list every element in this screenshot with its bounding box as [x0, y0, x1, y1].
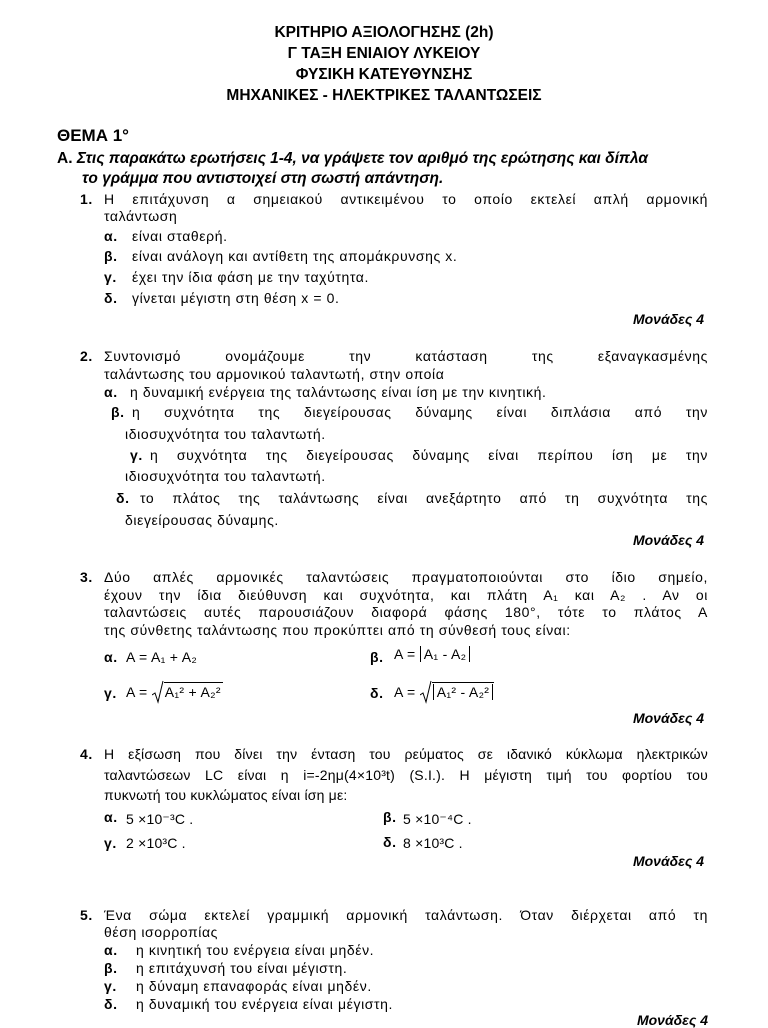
- q4-option-d-letter: δ.: [383, 834, 397, 850]
- q5-text-line2: θέση ισορροπίας: [104, 924, 219, 940]
- instruction-letter: Α.: [57, 150, 73, 167]
- header-grade: Γ ΤΑΞΗ ΕΝΙΑΙΟΥ ΛΥΚΕΙΟΥ: [287, 45, 481, 62]
- q3-option-a-letter: α.: [104, 649, 118, 665]
- sqrt-icon: [152, 680, 164, 707]
- q5-option-a: η κινητική του ενέργεια είναι μηδέν.: [136, 942, 375, 958]
- sqrt-icon: [420, 680, 432, 707]
- q3-option-d: [394, 680, 494, 707]
- q1-text-line1: Η επιτάχυνση α σημειακού αντικειμένου το οποίο εκτελεί απλή αρμονική: [104, 191, 708, 207]
- q1-option-d-letter: δ.: [104, 290, 118, 306]
- q1-number: 1.: [80, 191, 93, 207]
- q3-option-d-prefix: Α =: [394, 684, 420, 701]
- q3-text-line3: ταλαντώσεις αυτές παρουσιάζουν διαφορά φάσης 180°, τότε το πλάτος Α: [104, 604, 708, 620]
- q3-option-b-prefix: Α =: [394, 646, 420, 662]
- q1-option-a-letter: α.: [104, 228, 118, 244]
- q3-number: 3.: [80, 569, 93, 585]
- instruction-line2: το γράμμα που αντιστοιχεί στη σωστή απάντηση.: [82, 170, 444, 187]
- q2-option-g-letter: γ.: [130, 447, 143, 463]
- q2-option-b-line2: ιδιοσυχνότητα του ταλαντωτή.: [125, 426, 326, 442]
- q4-option-g: 2 ×10³C .: [126, 835, 186, 851]
- instruction-text-a: Στις παρακάτω ερωτήσεις: [76, 150, 271, 167]
- q1-text-line2: ταλάντωση: [104, 208, 178, 224]
- q2-option-g-line1: η συχνότητα της διεγείρουσας δύναμης είναι περίπου ίση με την: [150, 447, 708, 463]
- q4-text-line1: Η εξίσωση που δίνει την ένταση του ρεύματος σε ιδανικό κύκλωμα ηλεκτρικών: [104, 746, 708, 762]
- q2-marks: Μονάδες 4: [632, 532, 704, 548]
- instruction-text-c: , να γράψετε τον αριθμό της ερώτησης και δίπλα: [292, 150, 648, 167]
- q5-option-g-letter: γ.: [104, 978, 117, 994]
- q2-number: 2.: [80, 348, 93, 364]
- q1-option-a: είναι σταθερή.: [132, 228, 228, 244]
- q4-option-a: 5 ×10⁻³C .: [126, 811, 194, 827]
- q1-option-d: γίνεται μέγιστη στη θέση x = 0.: [132, 290, 340, 306]
- q5-option-d-letter: δ.: [104, 996, 118, 1012]
- q3-option-b-absolute: Α₁ - Α₂: [420, 646, 471, 662]
- q4-option-b-letter: β.: [383, 809, 397, 825]
- q4-text-line2: ταλαντώσεων LC είναι η i=-2ημ(4×10³t) (S.I.). Η μέγιστη τιμή του φορτίου του: [104, 767, 708, 783]
- q3-option-g: [126, 680, 223, 707]
- q5-text-line1: Ένα σώμα εκτελεί γραμμική αρμονική ταλάντωση. Όταν διέρχεται από τη: [104, 907, 708, 923]
- header-title: ΚΡΙΤΗΡΙΟ ΑΞΙΟΛΟΓΗΣΗΣ (2h): [274, 24, 494, 41]
- q3-option-g-letter: γ.: [104, 685, 117, 701]
- q4-text-line3: πυκνωτή του κυκλώματος είναι ίση με:: [104, 787, 348, 803]
- instruction: [57, 150, 648, 168]
- instruction-range: 1-4: [270, 150, 293, 167]
- q3-option-d-radicand: A₁² - A₂²: [433, 684, 494, 700]
- q4-option-b: 5 ×10⁻⁴C .: [403, 811, 472, 827]
- q3-text-line4: της σύνθετης ταλάντωσης που προκύπτει από τη σύνθεσή τους είναι:: [104, 622, 571, 638]
- q4-marks: Μονάδες 4: [632, 853, 704, 869]
- q2-option-d-line1: το πλάτος της ταλάντωσης είναι ανεξάρτητο από τη συχνότητα της: [140, 490, 708, 506]
- q3-option-g-prefix: Α =: [126, 684, 152, 701]
- q2-option-d-letter: δ.: [116, 490, 130, 506]
- q3-option-g-radicand: A₁² + A₂²: [164, 684, 221, 701]
- q2-option-b-letter: β.: [111, 404, 125, 420]
- q2-text-line1: Συντονισμό ονομάζουμε την κατάσταση της εξαναγκασμένης: [104, 348, 708, 364]
- q5-marks: Μονάδες 4: [636, 1012, 708, 1028]
- theme-heading: ΘΕΜΑ 1°: [57, 126, 129, 145]
- q2-option-d-line2: διεγείρουσας δύναμης.: [125, 512, 279, 528]
- q5-option-a-letter: α.: [104, 942, 118, 958]
- q3-text-line1: Δύο απλές αρμονικές ταλαντώσεις πραγματοποιούνται στο ίδιο σημείο,: [104, 569, 708, 585]
- header-topic: ΜΗΧΑΝΙΚΕΣ - ΗΛΕΚΤΡΙΚΕΣ ΤΑΛΑΝΤΩΣΕΙΣ: [226, 87, 542, 104]
- q1-option-b-letter: β.: [104, 248, 118, 264]
- q5-option-g: η δύναμη επαναφοράς είναι μηδέν.: [136, 978, 372, 994]
- q3-marks: Μονάδες 4: [632, 710, 704, 726]
- q5-option-b-letter: β.: [104, 960, 118, 976]
- q1-option-g: έχει την ίδια φάση με την ταχύτητα.: [132, 269, 369, 285]
- q2-option-a: η δυναμική ενέργεια της ταλάντωσης είναι ίση με την κινητική.: [130, 384, 547, 400]
- q3-option-b: [394, 646, 470, 662]
- q1-option-b: είναι ανάλογη και αντίθετη της απομάκρυνσης x.: [132, 248, 458, 264]
- q5-number: 5.: [80, 907, 93, 923]
- q5-option-b: η επιτάχυνσή του είναι μέγιστη.: [136, 960, 348, 976]
- q3-option-a: Α = Α₁ + Α₂: [126, 649, 198, 665]
- q2-text-line2: ταλάντωσης του αρμονικού ταλαντωτή, στην οποία: [104, 366, 445, 382]
- q4-option-g-letter: γ.: [104, 835, 117, 851]
- q5-option-d: η δυναμική του ενέργεια είναι μέγιστη.: [136, 996, 394, 1012]
- q4-option-a-letter: α.: [104, 809, 118, 825]
- header-subject: ΦΥΣΙΚΗ ΚΑΤΕΥΘΥΝΣΗΣ: [295, 66, 473, 83]
- q3-option-d-letter: δ.: [370, 685, 384, 701]
- q4-option-d: 8 ×10³C .: [403, 835, 463, 851]
- q2-option-b-line1: η συχνότητα της διεγείρουσας δύναμης είναι διπλάσια από την: [132, 404, 708, 420]
- q1-marks: Μονάδες 4: [632, 311, 704, 327]
- q1-option-g-letter: γ.: [104, 269, 117, 285]
- q2-option-a-letter: α.: [104, 384, 118, 400]
- q4-number: 4.: [80, 746, 93, 762]
- q3-text-line2: έχουν την ίδια διεύθυνση και συχνότητα, και πλάτη Α₁ και Α₂ . Αν οι: [104, 587, 708, 603]
- q2-option-g-line2: ιδιοσυχνότητα του ταλαντωτή.: [125, 468, 326, 484]
- q3-option-b-letter: β.: [370, 649, 384, 665]
